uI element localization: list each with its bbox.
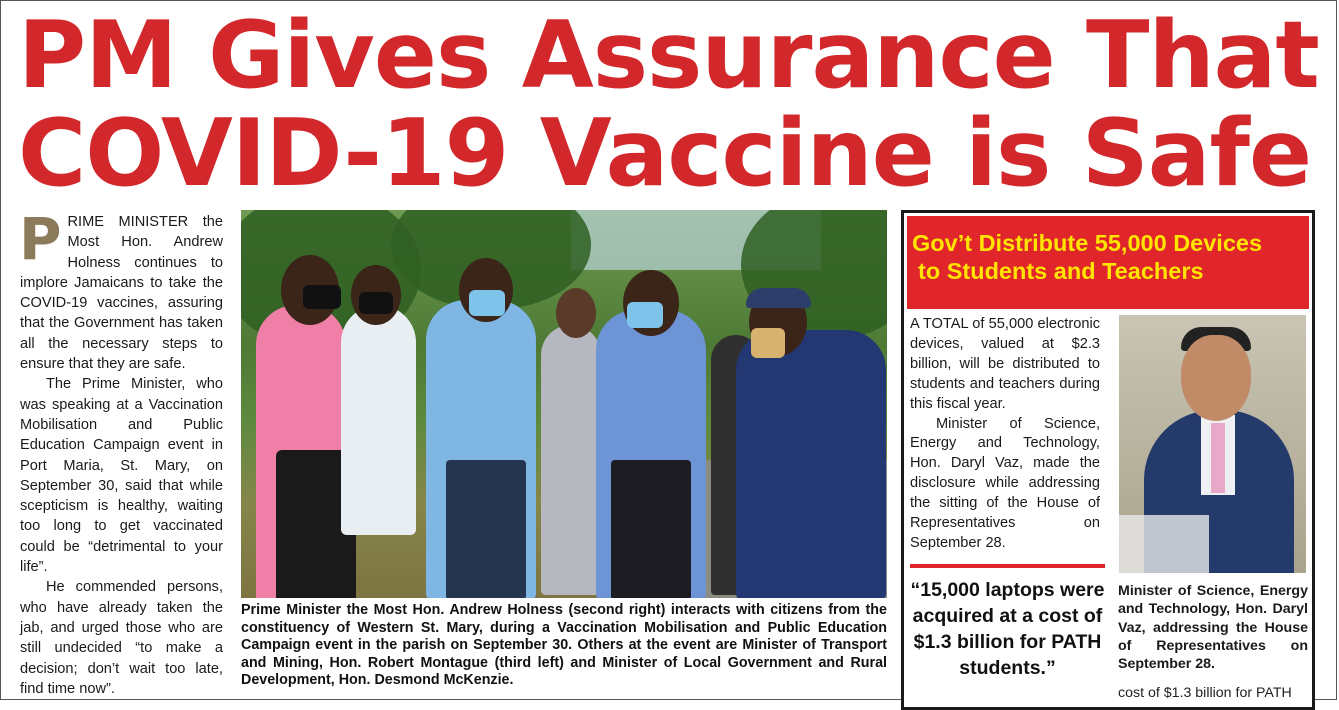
drop-cap: P — [19, 205, 62, 273]
sidebar-box — [901, 210, 1315, 710]
continued-text: cost of $1.3 billion for PATH — [1118, 685, 1292, 701]
article-paragraph-3: He commended persons, who have already taken the jab, and urged those who are still undecided “to make a decision; don’t wait too late, find time now”. — [20, 579, 223, 697]
minister-photo-caption: Minister of Science, Energy and Technology, Hon. Daryl Vaz, addressing the House of Representatives on September 28. — [1118, 583, 1308, 673]
article-paragraph-1-text: RIME MINISTER the Most Hon. Andrew Holness continues to implore Jamaicans to take the COVID-19 vaccines, assuring that the Government has taken all the necessary steps to ensure that they are safe. — [20, 214, 223, 373]
headline — [18, 1, 1319, 207]
photo-caption: Prime Minister the Most Hon. Andrew Holness (second right) interacts with citizens from the constituency of Western St. Mary, during a Vaccination Mobilisation and Public Education Campaign event in the parish on September 30. Others at the event are Minister of Transport and Mining, Hon. Robert Montague (third left) and Minister of Local Government and Rural Development, Hon. Desmond McKenzie. — [241, 602, 887, 688]
article-body — [19, 205, 223, 699]
main-photo — [241, 210, 887, 598]
sidebar-heading-line-1: Gov’t Distribute 55,000 Devices — [912, 230, 1263, 256]
pull-quote: “15,000 laptops were acquired at a cost of $1.3 billion for PATH students.” — [910, 579, 1105, 679]
sidebar-heading — [907, 216, 1309, 309]
sidebar-article — [910, 315, 1100, 554]
article-paragraph-1 — [19, 205, 223, 374]
headline-line-1: PM Gives Assurance That — [18, 1, 1319, 109]
quote-divider — [910, 564, 1105, 568]
article-paragraph-2: The Prime Minister, who was speaking at a Vaccination Mobilisation and Public Education Campaign event in Port Maria, St. Mary, on September 30, said that while scepticism is healthy, waiting too long to get vaccinated could be “detrimental to your life”. — [20, 376, 223, 576]
headline-line-2: COVID-19 Vaccine is Safe — [18, 99, 1312, 207]
sidebar-paragraph-1: A TOTAL of 55,000 electronic devices, valued at $2.3 billion, will be distributed to students and teachers during this fiscal year. — [910, 316, 1100, 412]
sidebar-heading-line-2: to Students and Teachers — [918, 258, 1204, 284]
minister-photo — [1119, 315, 1306, 573]
sidebar-paragraph-2: Minister of Science, Energy and Technology, Hon. Daryl Vaz, made the disclosure while addressing the sitting of the House of Representatives on September 28. — [910, 415, 1100, 551]
